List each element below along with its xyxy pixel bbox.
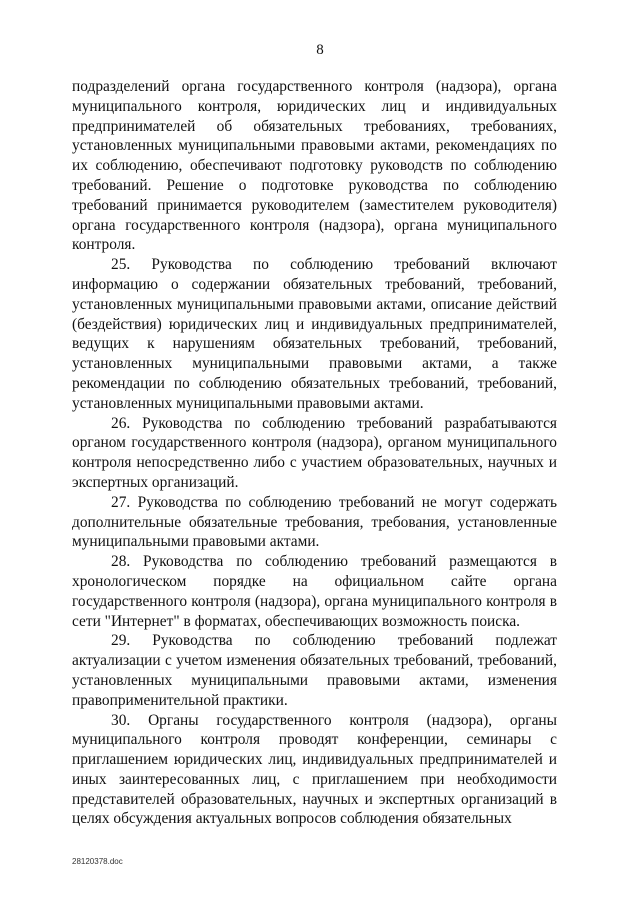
page-number: 8 <box>316 42 324 58</box>
paragraph-item-25: 25. Руководства по соблюдению требований включают информацию о содержании обязательных требований, требований, установленных муниципальными правовыми актами, описание действий (бездействия) юридических лиц и индивидуальных предпринимателей, ведущих к нарушениям обязательных требований, требований, установленных муниципальными правовыми актами, а также рекомендации по соблюдению обязательных требований, требований, установленных муниципальными правовыми актами. <box>72 256 557 412</box>
paragraph-item-30: 30. Органы государственного контроля (надзора), органы муниципального контроля проводят конференции, семинары с приглашением юридических лиц, индивидуальных предпринимателей и иных заинтересованных лиц, с приглашением при необходимости представителей образовательных, научных и экспертных организаций в целях обсуждения актуальных вопросов соблюдения обязательных <box>72 711 557 828</box>
document-body <box>72 77 557 829</box>
footer-file-code: 28120378.doc <box>72 857 123 866</box>
paragraph-item-29: 29. Руководства по соблюдению требований подлежат актуализации с учетом изменения обязательных требований, требований, установленных муниципальными правовыми актами, изменения правоприменительной практики. <box>72 632 557 709</box>
paragraph-item-27: 27. Руководства по соблюдению требований не могут содержать дополнительные обязательные требования, требования, установленные муниципальными правовыми актами. <box>72 493 557 551</box>
paragraph-continuation: подразделений органа государственного контроля (надзора), органа муниципального контроля, юридических лиц и индивидуальных предпринимателей об обязательных требованиях, требованиях, установленных муниципальными правовыми актами, рекомендациях по их соблюдению, обеспечивают подготовку руководств по соблюдению требований. Решение о подготовке руководства по соблюдению требований принимается руководителем (заместителем руководителя) органа государственного контроля (надзора), органа муниципального контроля. <box>72 78 557 254</box>
paragraph-item-28: 28. Руководства по соблюдению требований размещаются в хронологическом порядке на официальном сайте органа государственного контроля (надзора), органа муниципального контроля в сети "Интернет" в форматах, обеспечивающих возможность поиска. <box>72 553 557 630</box>
paragraph-item-26: 26. Руководства по соблюдению требований разрабатываются органом государственного контроля (надзора), органом муниципального контроля непосредственно либо с участием образовательных, научных и экспертных организаций. <box>72 414 557 491</box>
